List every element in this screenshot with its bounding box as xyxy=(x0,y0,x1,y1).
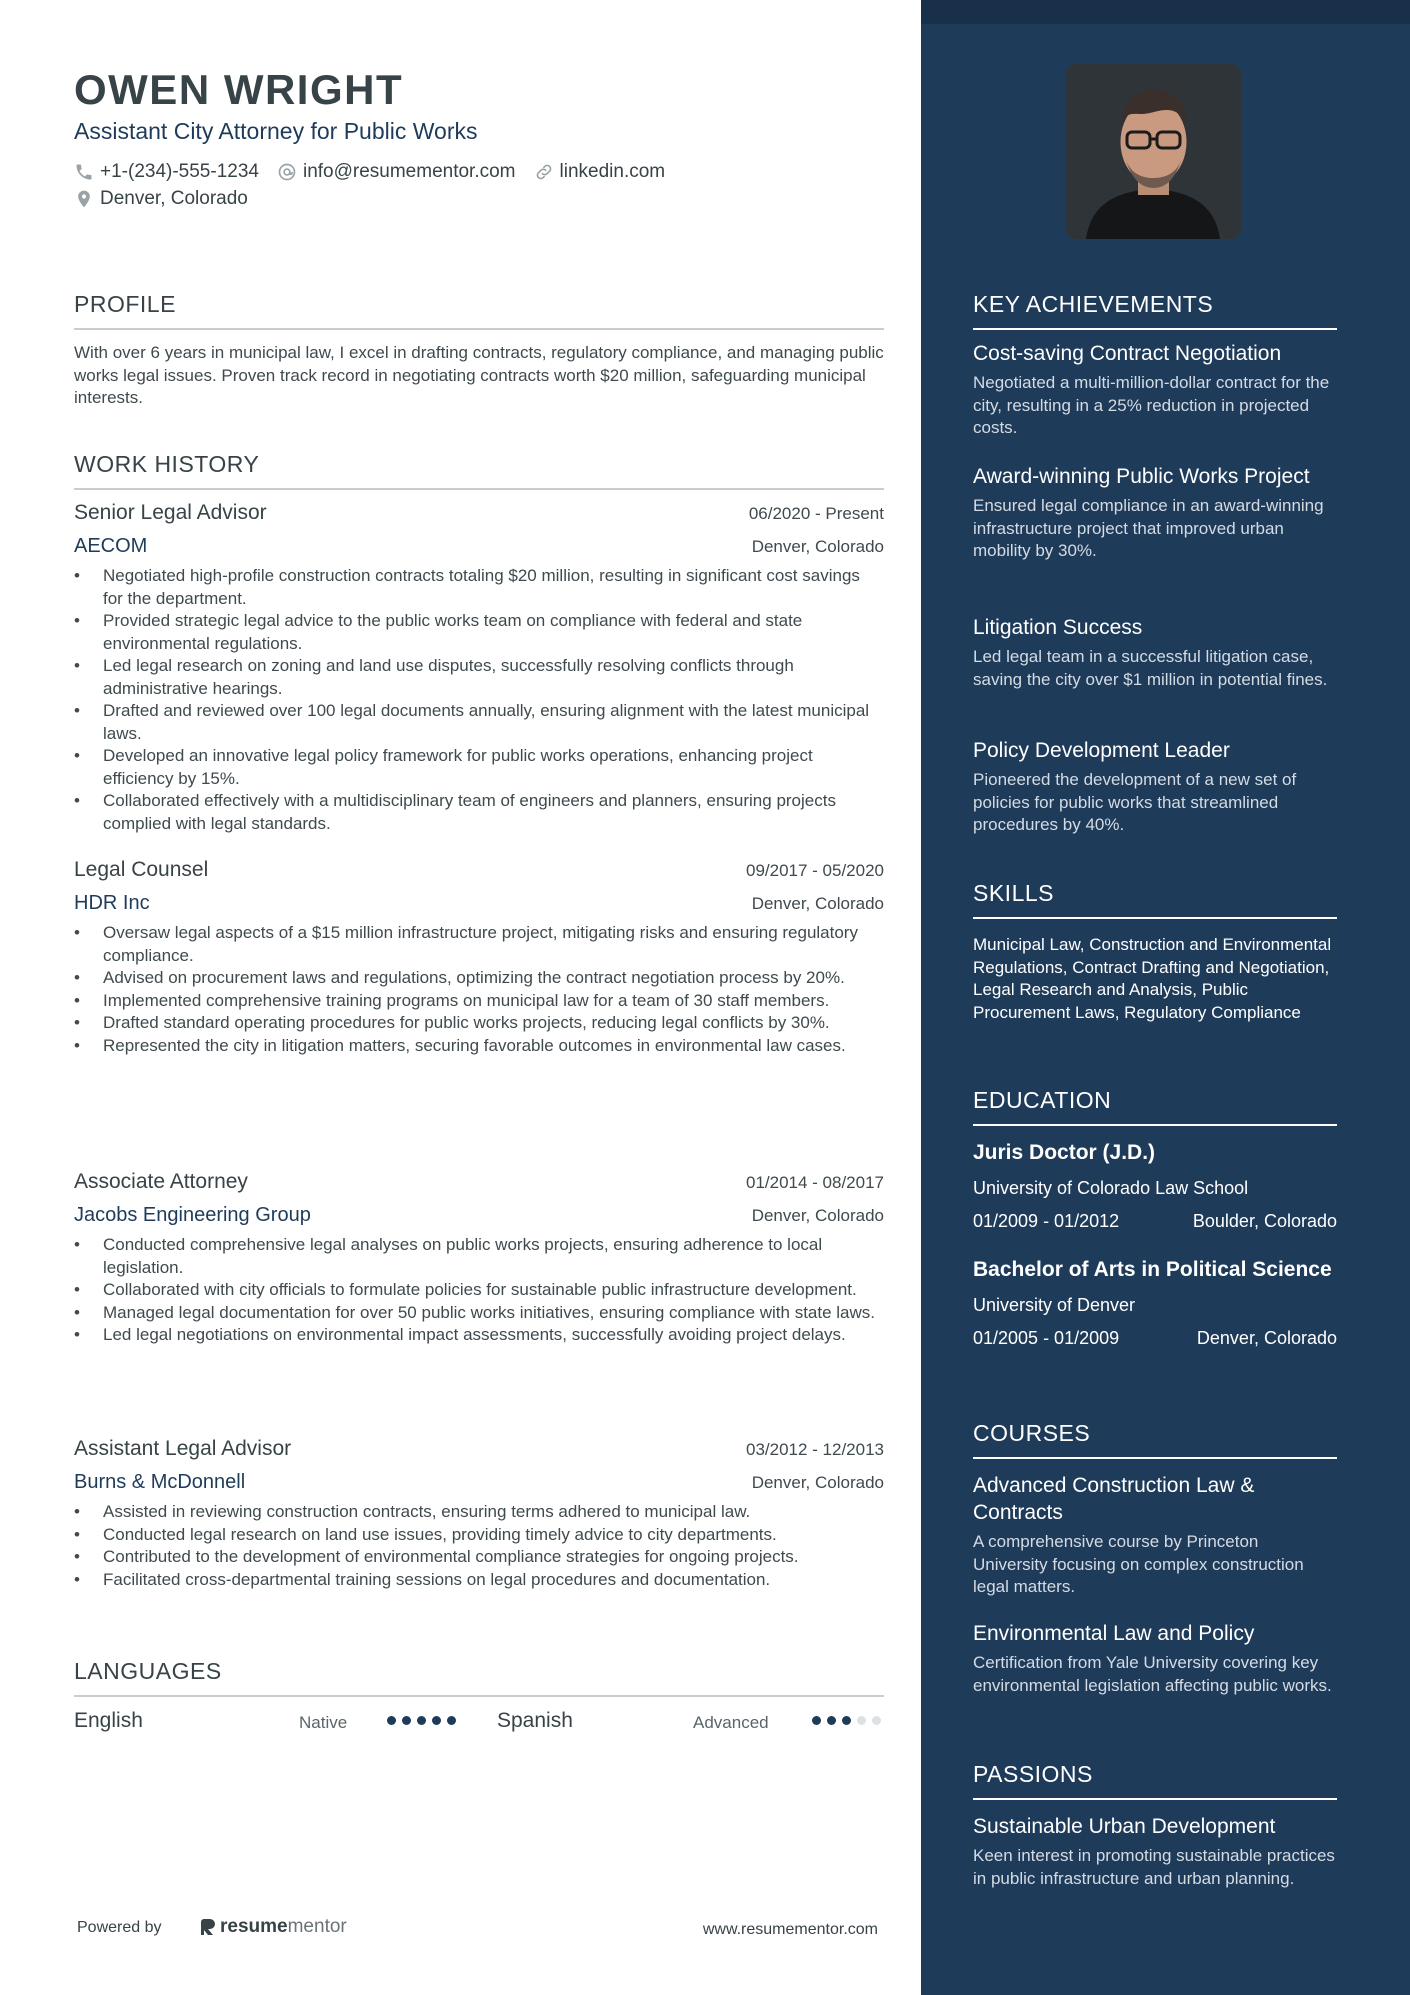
list-item: • Managed legal documentation for over 50 public works initiatives, ensuring compliance with state laws. xyxy=(74,1302,884,1325)
course-desc: Certification from Yale University covering key environmental legislation affecting public works. xyxy=(973,1653,1332,1695)
job-role: Assistant Legal Advisor xyxy=(74,1437,292,1460)
sidebar-top-band xyxy=(921,0,1410,24)
list-item: • Assisted in reviewing construction contracts, ensuring terms adhered to municipal law. xyxy=(74,1501,884,1524)
language-rating xyxy=(387,1716,462,1725)
sidebar xyxy=(921,0,1410,1995)
education-location: Boulder, Colorado xyxy=(1192,1211,1337,1231)
job-role: Senior Legal Advisor xyxy=(74,501,267,524)
rating-dot-filled xyxy=(402,1716,411,1725)
achievement-title: Cost-saving Contract Negotiation xyxy=(973,342,1282,365)
course-title: Environmental Law and Policy xyxy=(973,1622,1255,1645)
language-name: English xyxy=(74,1709,143,1732)
education-degree: Bachelor of Arts in Political Science xyxy=(973,1258,1332,1281)
achievement-item xyxy=(973,463,1337,563)
job-company: HDR Inc xyxy=(74,892,150,914)
education-item xyxy=(973,1139,1337,1232)
course-desc: A comprehensive course by Princeton University focusing on complex construction legal matters. xyxy=(973,1532,1304,1596)
linkedin-text: linkedin.com xyxy=(559,161,666,182)
portrait-image xyxy=(1066,64,1241,239)
passions-heading: PASSIONS xyxy=(973,1761,1337,1800)
contact-location xyxy=(74,188,248,210)
job-company: AECOM xyxy=(74,535,148,557)
list-item: • Provided strategic legal advice to the public works team on compliance with federal and state environmental regulations. xyxy=(74,610,884,655)
language-level: Native xyxy=(299,1713,348,1732)
job-location: Denver, Colorado xyxy=(751,537,884,556)
achievement-desc: Ensured legal compliance in an award-winning infrastructure project that improved urban mobility by 30%. xyxy=(973,496,1324,560)
list-item: • Developed an innovative legal policy framework for public works operations, enhancing project efficiency by 15%. xyxy=(74,745,884,790)
course-item xyxy=(973,1620,1337,1697)
education-item xyxy=(973,1256,1337,1349)
contact-phone[interactable] xyxy=(74,161,259,183)
passion-title: Sustainable Urban Development xyxy=(973,1815,1276,1838)
rating-dot-empty xyxy=(872,1716,881,1725)
course-item xyxy=(973,1472,1337,1599)
education-heading: EDUCATION xyxy=(973,1087,1337,1126)
achievement-desc: Led legal team in a successful litigation case, saving the city over $1 million in potential fines. xyxy=(973,647,1328,689)
achievement-title: Award-winning Public Works Project xyxy=(973,465,1310,488)
list-item: • Led legal research on zoning and land use disputes, successfully resolving conflicts through administrative hearings. xyxy=(74,655,884,700)
achievement-item xyxy=(973,340,1337,440)
education-dates: 01/2005 - 01/2009 xyxy=(973,1328,1120,1348)
education-school: University of Denver xyxy=(973,1295,1136,1315)
profile-summary: With over 6 years in municipal law, I excel in drafting contracts, regulatory compliance, and managing public works legal issues. Proven track record in negotiating contracts worth $20 million, safeguarding municipal interests. xyxy=(74,343,884,407)
list-item: • Implemented comprehensive training programs on municipal law for a team of 30 staff members. xyxy=(74,990,884,1013)
rating-dot-filled xyxy=(432,1716,441,1725)
education-location: Denver, Colorado xyxy=(1196,1328,1337,1348)
achievement-title: Policy Development Leader xyxy=(973,739,1230,762)
powered-by-label: Powered by xyxy=(77,1919,162,1936)
skills-heading: SKILLS xyxy=(973,880,1337,919)
language-level: Advanced xyxy=(693,1713,769,1732)
list-item: • Represented the city in litigation matters, securing favorable outcomes in environmental law cases. xyxy=(74,1035,884,1058)
job-dates: 06/2020 - Present xyxy=(748,504,884,523)
education-degree: Juris Doctor (J.D.) xyxy=(973,1141,1156,1164)
achievement-desc: Pioneered the development of a new set of policies for public works that streamlined procedures by 40%. xyxy=(973,770,1297,834)
achievement-item xyxy=(973,737,1337,837)
job-bullets xyxy=(74,565,884,835)
job-role: Legal Counsel xyxy=(74,858,209,881)
job-bullets xyxy=(74,922,884,1057)
profile-heading: PROFILE xyxy=(74,291,884,330)
location-pin-icon xyxy=(74,189,94,209)
passion-desc: Keen interest in promoting sustainable practices in public infrastructure and urban planning. xyxy=(973,1846,1335,1888)
location-text: Denver, Colorado xyxy=(100,188,248,209)
logo-text-bold: resume xyxy=(220,1916,288,1937)
list-item: • Collaborated with city officials to formulate policies for sustainable public infrastructure development. xyxy=(74,1279,884,1302)
language-rating xyxy=(812,1716,887,1725)
profile-photo xyxy=(1066,64,1241,239)
email-text: info@resumementor.com xyxy=(302,161,516,182)
list-item: • Drafted standard operating procedures for public works projects, reducing legal conflicts by 30%. xyxy=(74,1012,884,1035)
list-item: • Conducted legal research on land use issues, providing timely advice to city departments. xyxy=(74,1524,884,1547)
education-school: University of Colorado Law School xyxy=(973,1178,1249,1198)
languages-row xyxy=(74,1709,884,1739)
courses-heading: COURSES xyxy=(973,1420,1337,1459)
link-icon xyxy=(534,162,554,182)
rating-dot-filled xyxy=(387,1716,396,1725)
rating-dot-filled xyxy=(842,1716,851,1725)
list-item: • Led legal negotiations on environmental impact assessments, successfully avoiding project delays. xyxy=(74,1324,884,1347)
candidate-name: OWEN WRIGHT xyxy=(74,66,404,113)
list-item: • Facilitated cross-departmental training sessions on legal procedures and documentation. xyxy=(74,1569,884,1592)
languages-heading: LANGUAGES xyxy=(74,1658,884,1697)
contact-row xyxy=(74,161,683,183)
job-entry xyxy=(74,1170,884,1347)
logo-text-light: mentor xyxy=(287,1916,347,1937)
logo-mark-icon xyxy=(200,1917,216,1937)
achievement-desc: Negotiated a multi-million-dollar contract for the city, resulting in a 25% reduction in projected costs. xyxy=(973,373,1330,437)
job-location: Denver, Colorado xyxy=(751,894,884,913)
rating-dot-filled xyxy=(827,1716,836,1725)
passion-item xyxy=(973,1813,1337,1890)
candidate-title: Assistant City Attorney for Public Works xyxy=(74,118,478,144)
education-dates: 01/2009 - 01/2012 xyxy=(973,1211,1120,1231)
job-company: Jacobs Engineering Group xyxy=(74,1204,311,1226)
list-item: • Contributed to the development of environmental compliance strategies for ongoing projects. xyxy=(74,1546,884,1569)
achievements-heading: KEY ACHIEVEMENTS xyxy=(973,291,1337,330)
at-icon xyxy=(277,162,297,182)
rating-dot-empty xyxy=(857,1716,866,1725)
job-dates: 09/2017 - 05/2020 xyxy=(745,861,884,880)
list-item: • Negotiated high-profile construction contracts totaling $20 million, resulting in significant cost savings for the department. xyxy=(74,565,884,610)
resumementor-logo[interactable] xyxy=(200,1916,347,1938)
language-name: Spanish xyxy=(497,1709,573,1732)
contact-email[interactable] xyxy=(277,161,516,183)
skills-list: Municipal Law, Construction and Environmental Regulations, Contract Drafting and Negotiation, Legal Research and Analysis, Public Procurement Laws, Regulatory Compliance xyxy=(973,935,1332,1022)
job-company: Burns & McDonnell xyxy=(74,1471,246,1493)
contact-row-2 xyxy=(74,188,266,210)
work-history-heading: WORK HISTORY xyxy=(74,451,884,490)
rating-dot-filled xyxy=(447,1716,456,1725)
job-entry xyxy=(74,1437,884,1591)
phone-icon xyxy=(74,162,94,182)
job-location: Denver, Colorado xyxy=(751,1473,884,1492)
job-entry xyxy=(74,858,884,1057)
job-bullets xyxy=(74,1501,884,1591)
job-dates: 01/2014 - 08/2017 xyxy=(745,1173,884,1192)
achievement-item xyxy=(973,614,1337,691)
phone-text: +1-(234)-555-1234 xyxy=(100,161,259,182)
rating-dot-filled xyxy=(812,1716,821,1725)
job-role: Associate Attorney xyxy=(74,1170,248,1193)
job-dates: 03/2012 - 12/2013 xyxy=(745,1440,884,1459)
contact-linkedin[interactable] xyxy=(534,161,666,183)
list-item: • Collaborated effectively with a multidisciplinary team of engineers and planners, ensuring projects complied with legal standards. xyxy=(74,790,884,835)
footer-url[interactable]: www.resumementor.com xyxy=(702,1921,878,1938)
job-bullets xyxy=(74,1234,884,1347)
list-item: • Conducted comprehensive legal analyses on public works projects, ensuring adherence to local legislation. xyxy=(74,1234,884,1279)
list-item: • Drafted and reviewed over 100 legal documents annually, ensuring alignment with the latest municipal laws. xyxy=(74,700,884,745)
list-item: • Advised on procurement laws and regulations, optimizing the contract negotiation process by 20%. xyxy=(74,967,884,990)
job-entry xyxy=(74,501,884,835)
job-location: Denver, Colorado xyxy=(751,1206,884,1225)
course-title: Advanced Construction Law & Contracts xyxy=(973,1474,1255,1524)
list-item: • Oversaw legal aspects of a $15 million infrastructure project, mitigating risks and ensuring regulatory compliance. xyxy=(74,922,884,967)
rating-dot-filled xyxy=(417,1716,426,1725)
achievement-title: Litigation Success xyxy=(973,616,1143,639)
